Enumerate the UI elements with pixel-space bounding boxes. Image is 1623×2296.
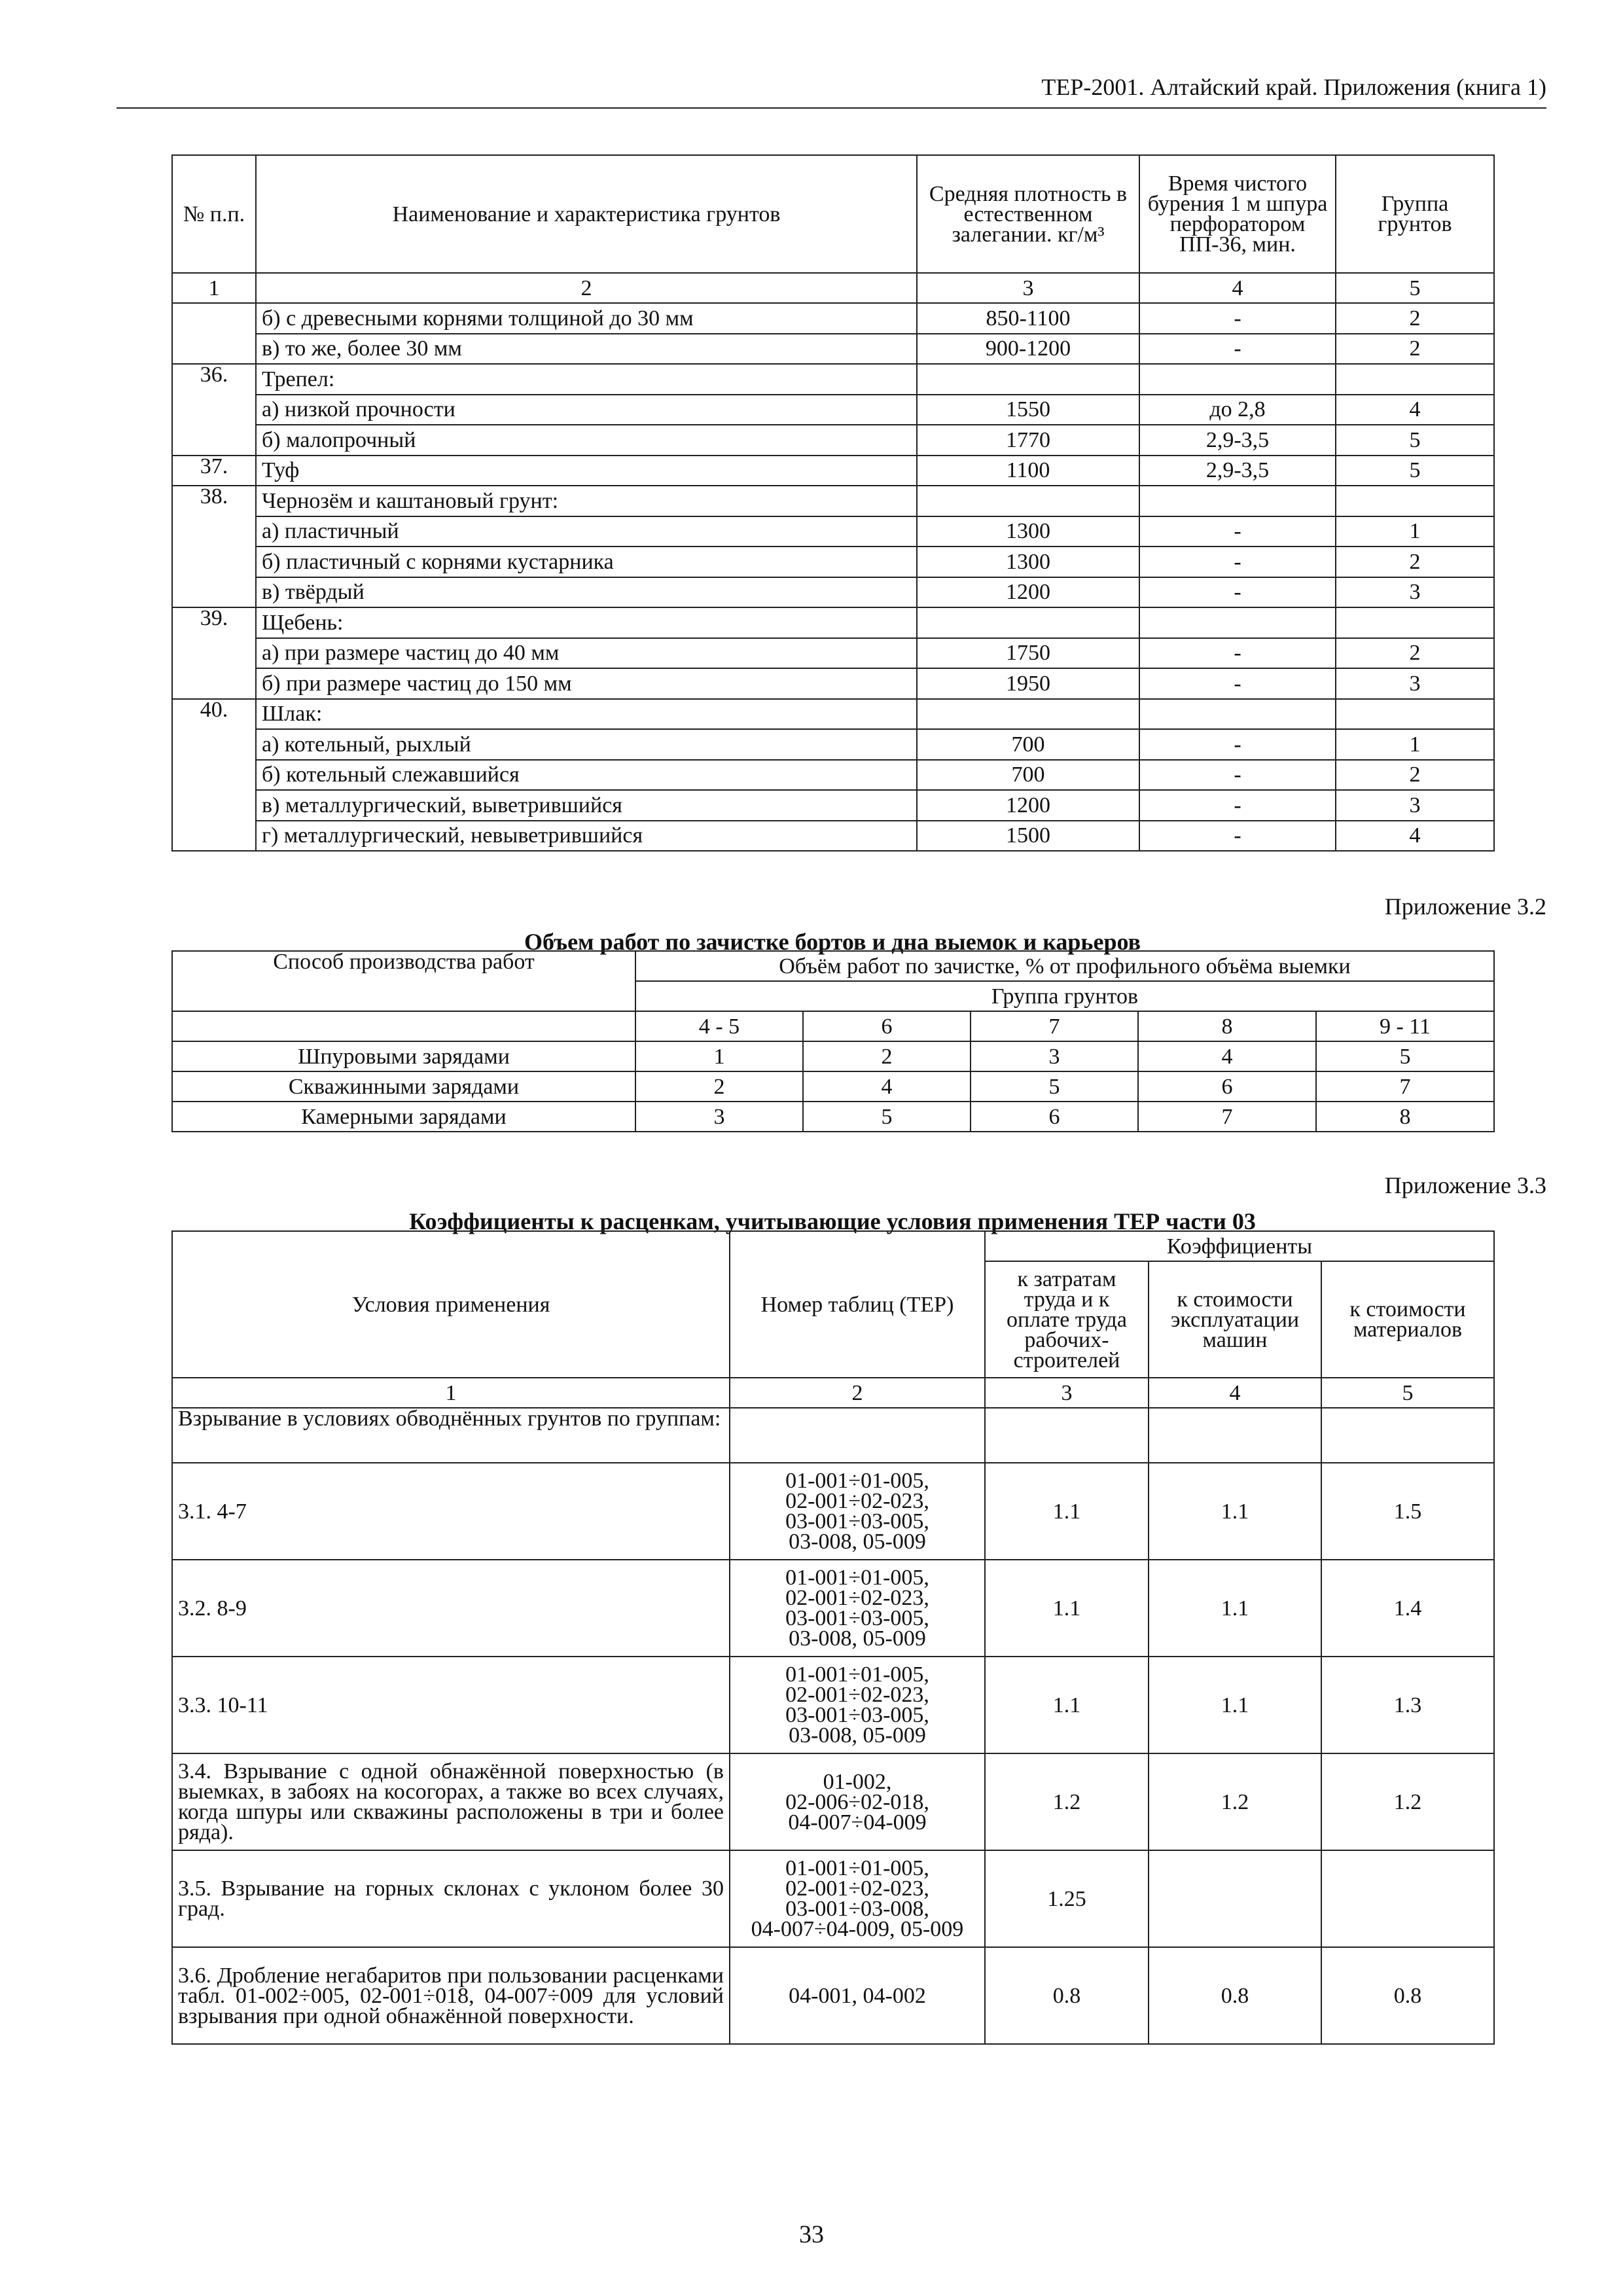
- row-number: [172, 516, 256, 547]
- machines-coefficient: 0.8: [1149, 1947, 1321, 2044]
- volume-value: 5: [803, 1102, 971, 1132]
- soil-group-value: 1: [1336, 729, 1494, 760]
- volume-value: 2: [635, 1071, 803, 1102]
- volume-value: 2: [803, 1041, 971, 1071]
- table-numbers: [730, 1560, 985, 1657]
- soil-group-value: [1336, 364, 1494, 395]
- soil-group-value: 5: [1336, 456, 1494, 486]
- header-materials: к стоимости материалов: [1321, 1261, 1494, 1378]
- soil-name: а) низкой прочности: [256, 395, 917, 425]
- soil-name: б) при размере частиц до 150 мм: [256, 668, 917, 699]
- empty-cell: [1321, 1408, 1494, 1463]
- soil-group-value: 4: [1336, 821, 1494, 852]
- volume-value: 5: [1316, 1041, 1494, 1071]
- col-number: 2: [730, 1378, 985, 1408]
- table-row: [172, 821, 1494, 852]
- group-label: 7: [971, 1011, 1138, 1041]
- materials-coefficient: 1.2: [1321, 1753, 1494, 1850]
- table-number-line: 03-001÷03-005,: [785, 1509, 929, 1534]
- density-value: [917, 607, 1139, 638]
- header-coefficients: Коэффициенты: [985, 1231, 1494, 1261]
- table-row: [172, 607, 1494, 638]
- soil-name: Шлак:: [256, 699, 917, 730]
- empty-cell: [730, 1408, 985, 1463]
- soil-group-value: 2: [1336, 760, 1494, 791]
- soil-group-value: 3: [1336, 668, 1494, 699]
- soil-group-value: 2: [1336, 334, 1494, 365]
- condition-text: 3.1. 4-7: [172, 1463, 730, 1560]
- header-conditions: Условия применения: [172, 1231, 730, 1378]
- column-number-row: [172, 1378, 1494, 1408]
- drilling-time-value: 2,9-3,5: [1139, 425, 1336, 456]
- table-number-line: 03-001÷03-005,: [785, 1703, 929, 1727]
- soil-group-value: 5: [1336, 425, 1494, 456]
- labor-coefficient: 0.8: [985, 1947, 1149, 2044]
- col-number: 4: [1149, 1378, 1321, 1408]
- empty-cell: [172, 1011, 635, 1041]
- volume-value: 3: [635, 1102, 803, 1132]
- header-labor: к затратам труда и к оплате труда рабочих-строителей: [985, 1261, 1149, 1378]
- col-number: 3: [985, 1378, 1149, 1408]
- volume-value: 7: [1316, 1071, 1494, 1102]
- drilling-time-value: -: [1139, 547, 1336, 577]
- row-number: [172, 334, 256, 365]
- soil-group-value: 1: [1336, 516, 1494, 547]
- labor-coefficient: 1.1: [985, 1560, 1149, 1657]
- table-row: [172, 1071, 1494, 1102]
- labor-coefficient: 1.1: [985, 1463, 1149, 1560]
- soil-name: Щебень:: [256, 607, 917, 638]
- soil-name: б) малопрочный: [256, 425, 917, 456]
- table-row: [172, 395, 1494, 425]
- soil-group-value: 3: [1336, 577, 1494, 608]
- volume-value: 6: [1138, 1071, 1316, 1102]
- labor-coefficient: 1.1: [985, 1657, 1149, 1753]
- col-number: 1: [172, 273, 256, 303]
- density-value: [917, 486, 1139, 516]
- intro-text: Взрывание в условиях обводнённых грунтов по группам:: [172, 1408, 730, 1463]
- soil-name: Чернозём и каштановый грунт:: [256, 486, 917, 516]
- soil-name: б) с древесными корнями толщиной до 30 мм: [256, 303, 917, 334]
- table-numbers: [730, 1850, 985, 1947]
- drilling-time-value: [1139, 699, 1336, 730]
- coefficients-table: [171, 1230, 1495, 2045]
- header-num: № п.п.: [172, 155, 256, 273]
- header-machines: к стоимости эксплуатации машин: [1149, 1261, 1321, 1378]
- table-row: [172, 456, 1494, 486]
- table-row: [172, 1753, 1494, 1850]
- table-row: [172, 790, 1494, 821]
- appendix-label: Приложение 3.2: [1384, 893, 1546, 920]
- table-number-line: 02-006÷02-018,: [785, 1789, 929, 1814]
- density-value: 1200: [917, 577, 1139, 608]
- machines-coefficient: 1.1: [1149, 1657, 1321, 1753]
- table-row: [172, 668, 1494, 699]
- table-number-line: 04-007÷04-009, 05-009: [751, 1917, 964, 1941]
- table-row: [172, 1102, 1494, 1132]
- group-label: 6: [803, 1011, 971, 1041]
- soil-name: а) пластичный: [256, 516, 917, 547]
- row-number: [172, 790, 256, 821]
- header-time: Время чистого бурения 1 м шпура перфоратором ПП-36, мин.: [1139, 155, 1336, 273]
- row-number: 37.: [172, 456, 256, 486]
- table-number-line: 01-001÷01-005,: [785, 1566, 929, 1590]
- table-row: [172, 516, 1494, 547]
- row-number: [172, 821, 256, 852]
- soil-name: г) металлургический, невыветрившийся: [256, 821, 917, 852]
- condition-text: 3.5. Взрывание на горных склонах с уклоном более 30 град.: [172, 1850, 730, 1947]
- method-name: Шпуровыми зарядами: [172, 1041, 635, 1071]
- soil-name: в) то же, более 30 мм: [256, 334, 917, 365]
- header-name: Наименование и характеристика грунтов: [256, 155, 917, 273]
- row-number: [172, 425, 256, 456]
- materials-coefficient: 1.3: [1321, 1657, 1494, 1753]
- drilling-time-value: -: [1139, 577, 1336, 608]
- drilling-time-value: -: [1139, 790, 1336, 821]
- table-row: [172, 1947, 1494, 2044]
- soil-table: [171, 154, 1495, 852]
- labor-coefficient: 1.2: [985, 1753, 1149, 1850]
- density-value: 1950: [917, 668, 1139, 699]
- group-label: 4 - 5: [635, 1011, 803, 1041]
- soil-name: а) котельный, рыхлый: [256, 729, 917, 760]
- density-value: 900-1200: [917, 334, 1139, 365]
- density-value: 1200: [917, 790, 1139, 821]
- soil-group-value: 2: [1336, 638, 1494, 669]
- drilling-time-value: 2,9-3,5: [1139, 456, 1336, 486]
- volume-value: 6: [971, 1102, 1138, 1132]
- density-value: 1770: [917, 425, 1139, 456]
- machines-coefficient: 1.1: [1149, 1463, 1321, 1560]
- row-number: 38.: [172, 486, 256, 516]
- density-value: 700: [917, 729, 1139, 760]
- machines-coefficient: [1149, 1850, 1321, 1947]
- col-number: 5: [1336, 273, 1494, 303]
- row-number: [172, 729, 256, 760]
- soil-name: в) металлургический, выветрившийся: [256, 790, 917, 821]
- density-value: 700: [917, 760, 1139, 791]
- drilling-time-value: -: [1139, 638, 1336, 669]
- density-value: 1100: [917, 456, 1139, 486]
- row-number: [172, 760, 256, 791]
- table-row: [172, 1850, 1494, 1947]
- table-number-line: 01-001÷01-005,: [785, 1662, 929, 1687]
- table-row: [172, 1657, 1494, 1753]
- drilling-time-value: -: [1139, 303, 1336, 334]
- drilling-time-value: [1139, 364, 1336, 395]
- volume-value: 8: [1316, 1102, 1494, 1132]
- table-row: [172, 303, 1494, 334]
- table-row: [172, 334, 1494, 365]
- group-label: 8: [1138, 1011, 1316, 1041]
- header-volume: Объём работ по зачистке, % от профильного объёма выемки: [635, 951, 1494, 981]
- row-number: [172, 303, 256, 334]
- empty-cell: [1149, 1408, 1321, 1463]
- density-value: 1500: [917, 821, 1139, 852]
- table-row: [172, 1463, 1494, 1560]
- table-row: [172, 638, 1494, 669]
- labor-coefficient: 1.25: [985, 1850, 1149, 1947]
- materials-coefficient: 1.4: [1321, 1560, 1494, 1657]
- table-number-line: 03-008, 05-009: [789, 1626, 926, 1651]
- drilling-time-value: [1139, 486, 1336, 516]
- row-number: [172, 577, 256, 608]
- group-label: 9 - 11: [1316, 1011, 1494, 1041]
- materials-coefficient: 0.8: [1321, 1947, 1494, 2044]
- drilling-time-value: -: [1139, 668, 1336, 699]
- row-number: 40.: [172, 699, 256, 730]
- drilling-time-value: -: [1139, 760, 1336, 791]
- header-method: Способ производства работ: [172, 951, 635, 1011]
- volume-value: 4: [1138, 1041, 1316, 1071]
- condition-text: 3.6. Дробление негабаритов при пользовании расценками табл. 01-002÷005, 02-001÷018, 04-007÷009 для условий взрывания при одной обнажённой поверхности.: [172, 1947, 730, 2044]
- volume-value: 7: [1138, 1102, 1316, 1132]
- soil-name: а) при размере частиц до 40 мм: [256, 638, 917, 669]
- condition-text: 3.3. 10-11: [172, 1657, 730, 1753]
- table-numbers: [730, 1657, 985, 1753]
- drilling-time-value: до 2,8: [1139, 395, 1336, 425]
- density-value: [917, 364, 1139, 395]
- soil-name: б) пластичный с корнями кустарника: [256, 547, 917, 577]
- table-number-line: 01-001÷01-005,: [785, 1469, 929, 1493]
- machines-coefficient: 1.2: [1149, 1753, 1321, 1850]
- table-number-line: 02-001÷02-023,: [785, 1876, 929, 1901]
- column-number-row: [172, 273, 1494, 303]
- soil-group-value: 3: [1336, 790, 1494, 821]
- soil-group-value: [1336, 486, 1494, 516]
- volume-value: 4: [803, 1071, 971, 1102]
- soil-name: в) твёрдый: [256, 577, 917, 608]
- condition-text: 3.2. 8-9: [172, 1560, 730, 1657]
- table-row: [172, 760, 1494, 791]
- header-table-number: Номер таблиц (ТЕР): [730, 1231, 985, 1378]
- density-value: 850-1100: [917, 303, 1139, 334]
- soil-name: Туф: [256, 456, 917, 486]
- table-numbers: [730, 1947, 985, 2044]
- row-number: [172, 668, 256, 699]
- col-number: 2: [256, 273, 917, 303]
- header-group: Группа грунтов: [1336, 155, 1494, 273]
- empty-cell: [985, 1408, 1149, 1463]
- page-number: 33: [799, 2221, 824, 2248]
- table-number-line: 03-001÷03-005,: [785, 1606, 929, 1630]
- soil-name: Трепел:: [256, 364, 917, 395]
- table-number-line: 04-001, 04-002: [789, 1983, 926, 2008]
- table-number-line: 01-002,: [823, 1769, 892, 1794]
- volume-value: 3: [971, 1041, 1138, 1071]
- soil-group-value: 2: [1336, 547, 1494, 577]
- drilling-time-value: -: [1139, 729, 1336, 760]
- materials-coefficient: 1.5: [1321, 1463, 1494, 1560]
- table-number-line: 02-001÷02-023,: [785, 1683, 929, 1707]
- table-row: [172, 729, 1494, 760]
- table-row: [172, 425, 1494, 456]
- row-number: 36.: [172, 364, 256, 395]
- method-name: Камерными зарядами: [172, 1102, 635, 1132]
- cleaning-volume-table: [171, 950, 1495, 1132]
- soil-group-value: [1336, 699, 1494, 730]
- header-soil-group: Группа грунтов: [635, 981, 1494, 1011]
- table-number-line: 01-001÷01-005,: [785, 1856, 929, 1880]
- materials-coefficient: [1321, 1850, 1494, 1947]
- density-value: 1750: [917, 638, 1139, 669]
- table-row: [172, 364, 1494, 395]
- soil-group-value: [1336, 607, 1494, 638]
- drilling-time-value: -: [1139, 334, 1336, 365]
- table-number-line: 02-001÷02-023,: [785, 1586, 929, 1610]
- table-row: [172, 1041, 1494, 1071]
- running-title: ТЕР-2001. Алтайский край. Приложения (книга 1): [1041, 74, 1546, 100]
- table-numbers: [730, 1753, 985, 1850]
- col-number: 4: [1139, 273, 1336, 303]
- table-row: [172, 1560, 1494, 1657]
- volume-value: 5: [971, 1071, 1138, 1102]
- row-number: [172, 638, 256, 669]
- drilling-time-value: -: [1139, 821, 1336, 852]
- soil-name: б) котельный слежавшийся: [256, 760, 917, 791]
- table-title: Объем работ по зачистке бортов и дна выемок и карьеров: [524, 929, 1141, 955]
- row-number: 39.: [172, 607, 256, 638]
- volume-value: 1: [635, 1041, 803, 1071]
- table-number-line: 04-007÷04-009: [788, 1810, 927, 1835]
- density-value: 1300: [917, 516, 1139, 547]
- table-numbers: [730, 1463, 985, 1560]
- density-value: 1300: [917, 547, 1139, 577]
- drilling-time-value: -: [1139, 516, 1336, 547]
- page-header: [116, 68, 1546, 109]
- soil-group-value: 4: [1336, 395, 1494, 425]
- col-number: 3: [917, 273, 1139, 303]
- row-number: [172, 547, 256, 577]
- col-number: 5: [1321, 1378, 1494, 1408]
- table-number-line: 03-008, 05-009: [789, 1530, 926, 1554]
- table-row: [172, 547, 1494, 577]
- table-number-line: 03-008, 05-009: [789, 1723, 926, 1748]
- table-title: Коэффициенты к расценкам, учитывающие условия применения ТЕР части 03: [409, 1208, 1256, 1234]
- appendix-label: Приложение 3.3: [1384, 1172, 1546, 1198]
- method-name: Скважинными зарядами: [172, 1071, 635, 1102]
- col-number: 1: [172, 1378, 730, 1408]
- table-number-line: 02-001÷02-023,: [785, 1489, 929, 1513]
- table-row: [172, 699, 1494, 730]
- density-value: 1550: [917, 395, 1139, 425]
- table-row: [172, 486, 1494, 516]
- condition-text: 3.4. Взрывание с одной обнажённой поверхностью (в выемках, в забоях на косогорах, а также во всех случаях, когда шпуры или скважины расположены в три и более ряда).: [172, 1753, 730, 1850]
- soil-group-value: 2: [1336, 303, 1494, 334]
- machines-coefficient: 1.1: [1149, 1560, 1321, 1657]
- drilling-time-value: [1139, 607, 1336, 638]
- table-number-line: 03-001÷03-008,: [785, 1897, 929, 1921]
- table-row: [172, 577, 1494, 608]
- header-density: Средняя плотность в естественном залегании. кг/м³: [917, 155, 1139, 273]
- intro-row: [172, 1408, 1494, 1463]
- density-value: [917, 699, 1139, 730]
- row-number: [172, 395, 256, 425]
